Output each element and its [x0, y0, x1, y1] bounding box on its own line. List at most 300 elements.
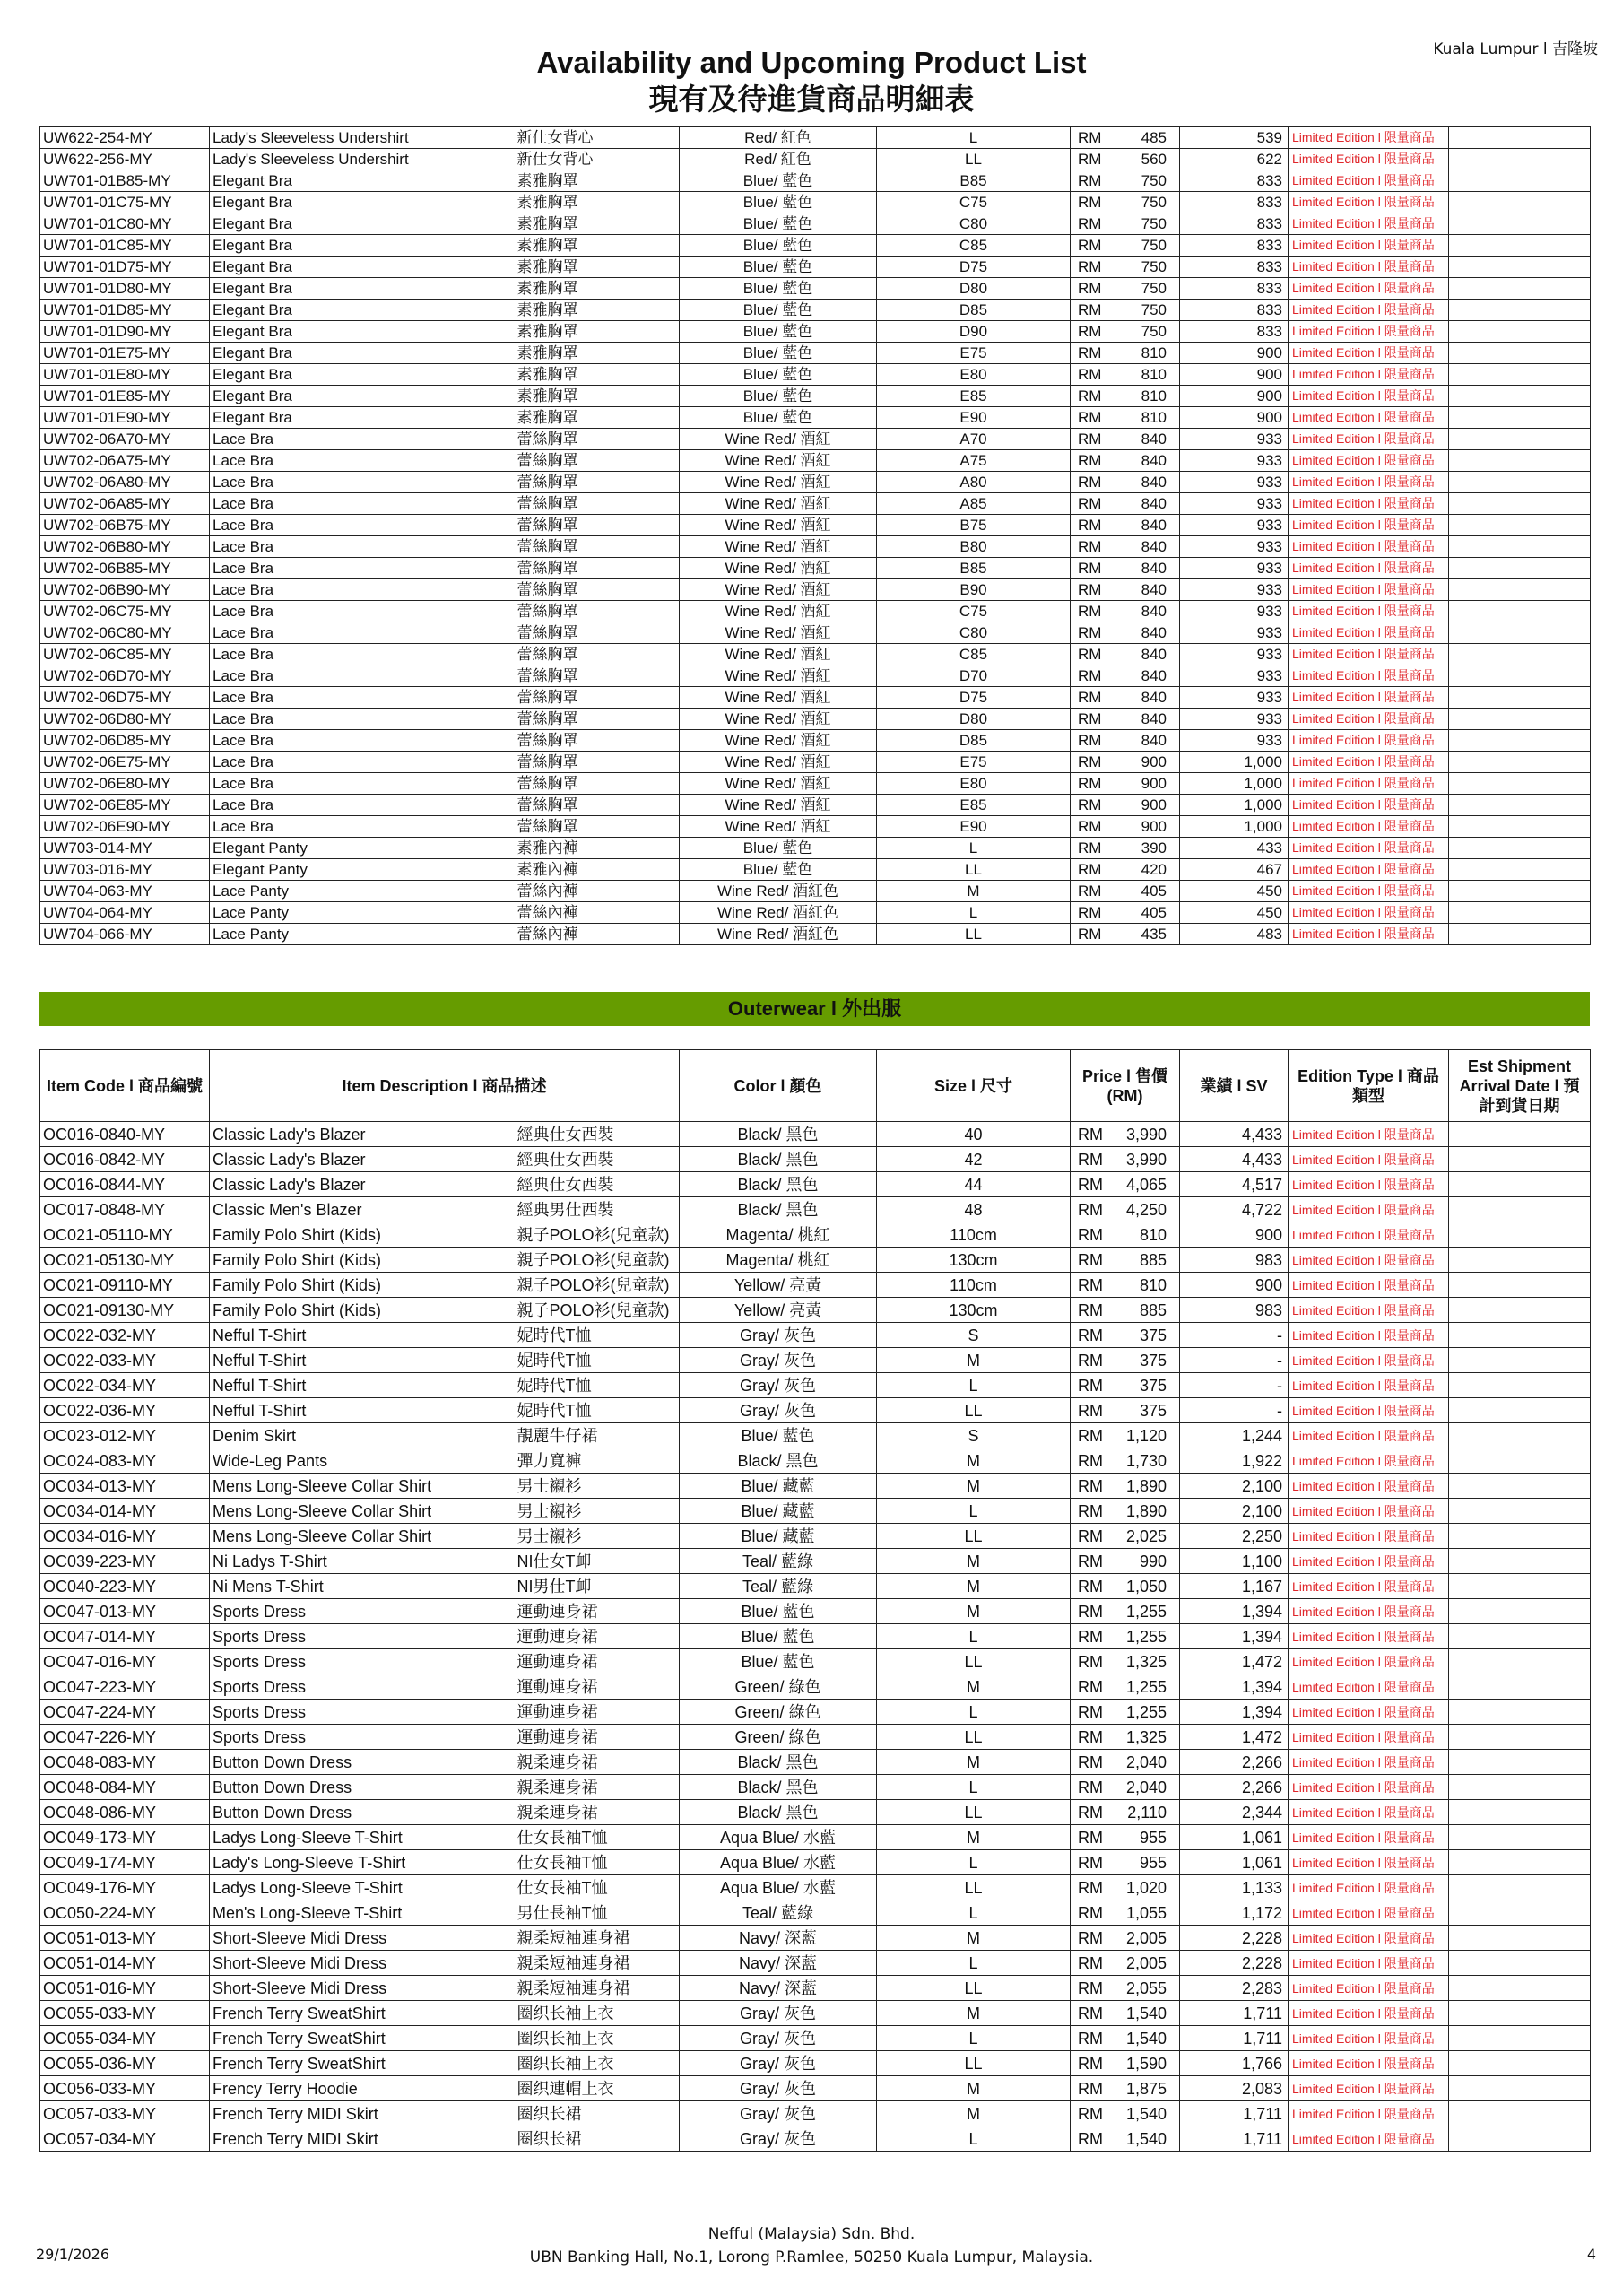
table-row [40, 149, 1591, 170]
cell-sv: 1,000 [1180, 816, 1289, 838]
cell-sv: 933 [1180, 515, 1289, 536]
cell-color: Wine Red/ 酒紅 [680, 730, 877, 752]
cell-item-code: OC051-013-MY [40, 1926, 210, 1951]
cell-description-zh: 經典仕女西裝 [515, 1147, 680, 1172]
cell-item-code: OC049-174-MY [40, 1850, 210, 1875]
cell-currency: RM [1071, 300, 1121, 321]
cell-size: LL [877, 1524, 1071, 1549]
cell-currency: RM [1071, 1147, 1121, 1172]
header-price: Price l 售價 (RM) [1071, 1050, 1180, 1122]
cell-price: 560 [1121, 149, 1180, 170]
cell-color: Black/ 黑色 [680, 1448, 877, 1474]
cell-item-code: UW622-256-MY [40, 149, 210, 170]
cell-edition-type: Limited Edition l 限量商品 [1289, 1448, 1449, 1474]
cell-sv: - [1180, 1348, 1289, 1373]
cell-edition-type: Limited Edition l 限量商品 [1289, 859, 1449, 881]
cell-description-en: Denim Skirt [210, 1423, 515, 1448]
cell-description-en: Mens Long-Sleeve Collar Shirt [210, 1499, 515, 1524]
cell-sv: 1,711 [1180, 2126, 1289, 2152]
cell-sv: 1,472 [1180, 1725, 1289, 1750]
cell-currency: RM [1071, 364, 1121, 386]
cell-shipment-date [1449, 1298, 1591, 1323]
undergarment-table-body [40, 127, 1591, 945]
cell-description-zh: 親子POLO衫(兒童款) [515, 1273, 680, 1298]
table-row [40, 343, 1591, 364]
cell-currency: RM [1071, 343, 1121, 364]
cell-item-code: OC039-223-MY [40, 1549, 210, 1574]
cell-color: Blue/ 藍色 [680, 213, 877, 235]
cell-color: Wine Red/ 酒紅色 [680, 924, 877, 945]
cell-shipment-date [1449, 450, 1591, 472]
cell-price: 2,040 [1121, 1775, 1180, 1800]
cell-item-code: UW702-06D75-MY [40, 687, 210, 709]
cell-item-code: OC047-223-MY [40, 1674, 210, 1700]
cell-description-en: Lace Bra [210, 665, 515, 687]
cell-color: Wine Red/ 酒紅色 [680, 902, 877, 924]
cell-price: 900 [1121, 752, 1180, 773]
cell-size: C80 [877, 213, 1071, 235]
cell-description-zh: 素雅胸罩 [515, 407, 680, 429]
cell-shipment-date [1449, 902, 1591, 924]
cell-description-zh: 圈织长袖上衣 [515, 2026, 680, 2051]
cell-shipment-date [1449, 1524, 1591, 1549]
cell-description-zh: 素雅內褲 [515, 838, 680, 859]
cell-edition-type: Limited Edition l 限量商品 [1289, 1298, 1449, 1323]
cell-description-zh: 親柔短袖連身裙 [515, 1926, 680, 1951]
table-row [40, 1875, 1591, 1900]
table-row [40, 2051, 1591, 2076]
cell-item-code: OC048-084-MY [40, 1775, 210, 1800]
cell-color: Green/ 綠色 [680, 1674, 877, 1700]
cell-color: Aqua Blue/ 水藍 [680, 1875, 877, 1900]
cell-size: L [877, 1499, 1071, 1524]
cell-price: 810 [1121, 407, 1180, 429]
table-row [40, 300, 1591, 321]
cell-currency: RM [1071, 1398, 1121, 1423]
cell-size: L [877, 1624, 1071, 1649]
cell-shipment-date [1449, 881, 1591, 902]
cell-currency: RM [1071, 257, 1121, 278]
cell-edition-type: Limited Edition l 限量商品 [1289, 300, 1449, 321]
cell-item-code: UW701-01B85-MY [40, 170, 210, 192]
cell-currency: RM [1071, 579, 1121, 601]
cell-description-en: Classic Lady's Blazer [210, 1147, 515, 1172]
cell-currency: RM [1071, 1725, 1121, 1750]
cell-currency: RM [1071, 1373, 1121, 1398]
table-row [40, 2076, 1591, 2101]
cell-size: M [877, 1474, 1071, 1499]
cell-currency: RM [1071, 1825, 1121, 1850]
table-row [40, 1524, 1591, 1549]
cell-edition-type: Limited Edition l 限量商品 [1289, 1549, 1449, 1574]
cell-color: Wine Red/ 酒紅 [680, 644, 877, 665]
cell-size: 40 [877, 1122, 1071, 1147]
cell-sv: 933 [1180, 579, 1289, 601]
cell-currency: RM [1071, 1850, 1121, 1875]
cell-price: 900 [1121, 773, 1180, 795]
cell-sv: 450 [1180, 902, 1289, 924]
footer-company: Nefful (Malaysia) Sdn. Bhd. [707, 2225, 916, 2243]
cell-sv: 450 [1180, 881, 1289, 902]
cell-description-en: Lace Bra [210, 816, 515, 838]
cell-description-zh: 素雅胸罩 [515, 235, 680, 257]
cell-description-zh: 蕾絲胸罩 [515, 816, 680, 838]
cell-description-zh: 蕾絲胸罩 [515, 429, 680, 450]
cell-description-zh: 素雅胸罩 [515, 278, 680, 300]
cell-sv: 1,711 [1180, 2001, 1289, 2026]
cell-sv: 1,244 [1180, 1423, 1289, 1448]
cell-item-code: OC055-034-MY [40, 2026, 210, 2051]
cell-size: M [877, 1599, 1071, 1624]
cell-price: 1,540 [1121, 2126, 1180, 2152]
cell-description-en: Sports Dress [210, 1624, 515, 1649]
cell-edition-type: Limited Edition l 限量商品 [1289, 386, 1449, 407]
cell-edition-type: Limited Edition l 限量商品 [1289, 752, 1449, 773]
cell-description-en: Lace Bra [210, 601, 515, 622]
cell-size: C80 [877, 622, 1071, 644]
cell-currency: RM [1071, 838, 1121, 859]
cell-currency: RM [1071, 1499, 1121, 1524]
cell-color: Gray/ 灰色 [680, 2026, 877, 2051]
table-row [40, 321, 1591, 343]
cell-size: M [877, 1448, 1071, 1474]
cell-item-code: OC055-036-MY [40, 2051, 210, 2076]
table-row [40, 644, 1591, 665]
cell-color: Wine Red/ 酒紅 [680, 816, 877, 838]
cell-description-zh: 運動連身裙 [515, 1649, 680, 1674]
cell-shipment-date [1449, 1448, 1591, 1474]
cell-size: M [877, 1674, 1071, 1700]
footer-date: 29/1/2026 [36, 2246, 110, 2263]
cell-color: Yellow/ 亮黃 [680, 1273, 877, 1298]
cell-description-zh: 素雅胸罩 [515, 386, 680, 407]
cell-color: Wine Red/ 酒紅色 [680, 881, 877, 902]
cell-description-zh: 運動連身裙 [515, 1725, 680, 1750]
cell-shipment-date [1449, 1222, 1591, 1248]
cell-currency: RM [1071, 1700, 1121, 1725]
cell-description-en: Classic Lady's Blazer [210, 1122, 515, 1147]
cell-description-zh: 男士襯衫 [515, 1524, 680, 1549]
cell-price: 840 [1121, 709, 1180, 730]
cell-color: Blue/ 藍色 [680, 278, 877, 300]
cell-description-en: Lace Bra [210, 515, 515, 536]
cell-description-zh: 蕾絲胸罩 [515, 472, 680, 493]
cell-description-zh: 妮時代T恤 [515, 1373, 680, 1398]
cell-description-en: Men's Long-Sleeve T-Shirt [210, 1900, 515, 1926]
cell-size: L [877, 1373, 1071, 1398]
cell-shipment-date [1449, 170, 1591, 192]
cell-shipment-date [1449, 1423, 1591, 1448]
cell-description-en: Sports Dress [210, 1700, 515, 1725]
cell-color: Black/ 黑色 [680, 1172, 877, 1197]
cell-size: M [877, 2001, 1071, 2026]
cell-description-en: Elegant Bra [210, 235, 515, 257]
cell-shipment-date [1449, 1273, 1591, 1298]
footer-address: UBN Banking Hall, No.1, Lorong P.Ramlee, 50250 Kuala Lumpur, Malaysia. [529, 2248, 1094, 2266]
cell-description-zh: 蕾絲胸罩 [515, 773, 680, 795]
cell-currency: RM [1071, 601, 1121, 622]
cell-sv: 933 [1180, 644, 1289, 665]
table-row [40, 859, 1591, 881]
cell-size: S [877, 1423, 1071, 1448]
cell-edition-type: Limited Edition l 限量商品 [1289, 278, 1449, 300]
cell-edition-type: Limited Edition l 限量商品 [1289, 1800, 1449, 1825]
cell-currency: RM [1071, 1524, 1121, 1549]
table-row [40, 429, 1591, 450]
cell-size: D90 [877, 321, 1071, 343]
cell-edition-type: Limited Edition l 限量商品 [1289, 2076, 1449, 2101]
cell-color: Navy/ 深藍 [680, 1976, 877, 2001]
cell-size: B80 [877, 536, 1071, 558]
cell-shipment-date [1449, 2076, 1591, 2101]
cell-description-en: Frency Terry Hoodie [210, 2076, 515, 2101]
cell-price: 2,005 [1121, 1951, 1180, 1976]
cell-color: Blue/ 藏藍 [680, 1499, 877, 1524]
cell-sv: 933 [1180, 536, 1289, 558]
cell-edition-type: Limited Edition l 限量商品 [1289, 1700, 1449, 1725]
cell-size: D80 [877, 709, 1071, 730]
cell-edition-type: Limited Edition l 限量商品 [1289, 1674, 1449, 1700]
table-row [40, 1800, 1591, 1825]
cell-item-code: OC022-036-MY [40, 1398, 210, 1423]
table-row [40, 1850, 1591, 1875]
cell-color: Yellow/ 亮黃 [680, 1298, 877, 1323]
cell-color: Wine Red/ 酒紅 [680, 515, 877, 536]
cell-sv: 933 [1180, 558, 1289, 579]
table-row [40, 687, 1591, 709]
table-row [40, 1599, 1591, 1624]
cell-item-code: UW701-01D90-MY [40, 321, 210, 343]
cell-item-code: UW702-06A80-MY [40, 472, 210, 493]
cell-item-code: OC051-014-MY [40, 1951, 210, 1976]
cell-sv: 933 [1180, 730, 1289, 752]
cell-size: D85 [877, 730, 1071, 752]
cell-description-zh: 親柔連身裙 [515, 1750, 680, 1775]
cell-item-code: OC016-0842-MY [40, 1147, 210, 1172]
cell-description-en: French Terry SweatShirt [210, 2001, 515, 2026]
cell-color: Red/ 紅色 [680, 127, 877, 149]
cell-item-code: UW702-06B75-MY [40, 515, 210, 536]
table-row [40, 1900, 1591, 1926]
cell-description-zh: 蕾絲胸罩 [515, 795, 680, 816]
cell-edition-type: Limited Edition l 限量商品 [1289, 558, 1449, 579]
cell-color: Black/ 黑色 [680, 1775, 877, 1800]
cell-color: Green/ 綠色 [680, 1700, 877, 1725]
cell-sv: 983 [1180, 1298, 1289, 1323]
cell-shipment-date [1449, 1649, 1591, 1674]
cell-size: B85 [877, 558, 1071, 579]
cell-description-en: Lace Bra [210, 773, 515, 795]
table-row [40, 1298, 1591, 1323]
cell-item-code: OC016-0844-MY [40, 1172, 210, 1197]
cell-size: LL [877, 1649, 1071, 1674]
cell-description-zh: 圈织长袖上衣 [515, 2051, 680, 2076]
table-row [40, 213, 1591, 235]
cell-description-zh: 素雅胸罩 [515, 213, 680, 235]
cell-sv: 2,083 [1180, 2076, 1289, 2101]
cell-description-en: Nefful T-Shirt [210, 1323, 515, 1348]
cell-size: C75 [877, 601, 1071, 622]
cell-description-en: Lace Bra [210, 536, 515, 558]
cell-price: 1,590 [1121, 2051, 1180, 2076]
cell-description-zh: 素雅胸罩 [515, 321, 680, 343]
cell-edition-type: Limited Edition l 限量商品 [1289, 472, 1449, 493]
cell-color: Wine Red/ 酒紅 [680, 429, 877, 450]
cell-price: 2,025 [1121, 1524, 1180, 1549]
cell-item-code: UW702-06D85-MY [40, 730, 210, 752]
cell-item-code: OC048-083-MY [40, 1750, 210, 1775]
cell-currency: RM [1071, 1951, 1121, 1976]
cell-item-code: UW702-06A85-MY [40, 493, 210, 515]
cell-price: 405 [1121, 881, 1180, 902]
cell-item-code: OC047-013-MY [40, 1599, 210, 1624]
cell-edition-type: Limited Edition l 限量商品 [1289, 1222, 1449, 1248]
cell-shipment-date [1449, 386, 1591, 407]
cell-currency: RM [1071, 1273, 1121, 1298]
cell-description-en: Ni Mens T-Shirt [210, 1574, 515, 1599]
cell-item-code: OC047-226-MY [40, 1725, 210, 1750]
cell-price: 1,540 [1121, 2026, 1180, 2051]
cell-price: 435 [1121, 924, 1180, 945]
cell-item-code: UW704-063-MY [40, 881, 210, 902]
cell-description-en: Button Down Dress [210, 1800, 515, 1825]
cell-currency: RM [1071, 1574, 1121, 1599]
table-row [40, 515, 1591, 536]
cell-color: Wine Red/ 酒紅 [680, 558, 877, 579]
cell-sv: 1,394 [1180, 1674, 1289, 1700]
cell-description-en: Elegant Panty [210, 838, 515, 859]
cell-sv: 900 [1180, 343, 1289, 364]
cell-price: 1,325 [1121, 1649, 1180, 1674]
cell-color: Blue/ 藍色 [680, 170, 877, 192]
cell-price: 1,325 [1121, 1725, 1180, 1750]
cell-color: Black/ 黑色 [680, 1197, 877, 1222]
cell-description-en: Lace Bra [210, 687, 515, 709]
table-row [40, 1323, 1591, 1348]
cell-sv: 900 [1180, 1222, 1289, 1248]
cell-edition-type: Limited Edition l 限量商品 [1289, 816, 1449, 838]
cell-description-zh: 靚麗牛仔裙 [515, 1423, 680, 1448]
table-row [40, 622, 1591, 644]
cell-size: 110cm [877, 1273, 1071, 1298]
cell-description-zh: 素雅內褲 [515, 859, 680, 881]
cell-sv: 2,266 [1180, 1775, 1289, 1800]
cell-size: 48 [877, 1197, 1071, 1222]
cell-edition-type: Limited Edition l 限量商品 [1289, 1900, 1449, 1926]
cell-item-code: OC057-034-MY [40, 2126, 210, 2152]
cell-description-en: Elegant Bra [210, 170, 515, 192]
cell-item-code: UW703-016-MY [40, 859, 210, 881]
cell-currency: RM [1071, 1875, 1121, 1900]
cell-item-code: OC021-05110-MY [40, 1222, 210, 1248]
cell-item-code: UW701-01C85-MY [40, 235, 210, 257]
cell-price: 2,005 [1121, 1926, 1180, 1951]
table-row [40, 170, 1591, 192]
cell-color: Aqua Blue/ 水藍 [680, 1825, 877, 1850]
cell-description-en: Elegant Bra [210, 321, 515, 343]
cell-description-zh: 蕾絲胸罩 [515, 752, 680, 773]
cell-description-zh: 蕾絲胸罩 [515, 644, 680, 665]
cell-description-en: Elegant Bra [210, 257, 515, 278]
cell-description-zh: 蕾絲內褲 [515, 881, 680, 902]
cell-description-en: Elegant Bra [210, 300, 515, 321]
cell-item-code: OC049-173-MY [40, 1825, 210, 1850]
cell-size: M [877, 1926, 1071, 1951]
cell-price: 1,540 [1121, 2101, 1180, 2126]
cell-description-en: Lace Bra [210, 472, 515, 493]
cell-item-code: OC024-083-MY [40, 1448, 210, 1474]
cell-edition-type: Limited Edition l 限量商品 [1289, 127, 1449, 149]
cell-shipment-date [1449, 2026, 1591, 2051]
table-row [40, 192, 1591, 213]
cell-size: LL [877, 1398, 1071, 1423]
cell-size: L [877, 1700, 1071, 1725]
cell-shipment-date [1449, 536, 1591, 558]
cell-shipment-date [1449, 1323, 1591, 1348]
cell-description-zh: 親柔連身裙 [515, 1800, 680, 1825]
cell-currency: RM [1071, 1348, 1121, 1373]
cell-currency: RM [1071, 192, 1121, 213]
cell-size: M [877, 1825, 1071, 1850]
cell-item-code: UW701-01E80-MY [40, 364, 210, 386]
cell-sv: 2,100 [1180, 1474, 1289, 1499]
cell-sv: 833 [1180, 321, 1289, 343]
cell-size: 130cm [877, 1298, 1071, 1323]
table-row [40, 881, 1591, 902]
cell-price: 390 [1121, 838, 1180, 859]
cell-currency: RM [1071, 1122, 1121, 1147]
cell-currency: RM [1071, 386, 1121, 407]
cell-price: 840 [1121, 601, 1180, 622]
cell-size: LL [877, 1800, 1071, 1825]
cell-edition-type: Limited Edition l 限量商品 [1289, 1825, 1449, 1850]
cell-price: 840 [1121, 644, 1180, 665]
table-row [40, 1549, 1591, 1574]
cell-edition-type: Limited Edition l 限量商品 [1289, 2126, 1449, 2152]
cell-size: A70 [877, 429, 1071, 450]
cell-edition-type: Limited Edition l 限量商品 [1289, 407, 1449, 429]
cell-description-zh: 妮時代T恤 [515, 1348, 680, 1373]
cell-sv: - [1180, 1398, 1289, 1423]
cell-edition-type: Limited Edition l 限量商品 [1289, 429, 1449, 450]
table-row [40, 601, 1591, 622]
table-row [40, 364, 1591, 386]
cell-sv: 1,000 [1180, 752, 1289, 773]
cell-currency: RM [1071, 902, 1121, 924]
cell-price: 840 [1121, 730, 1180, 752]
cell-price: 3,990 [1121, 1122, 1180, 1147]
cell-price: 840 [1121, 665, 1180, 687]
cell-price: 750 [1121, 213, 1180, 235]
cell-description-en: French Terry MIDI Skirt [210, 2101, 515, 2126]
cell-sv: 4,722 [1180, 1197, 1289, 1222]
cell-item-code: UW702-06E90-MY [40, 816, 210, 838]
cell-description-en: Classic Men's Blazer [210, 1197, 515, 1222]
cell-size: M [877, 1549, 1071, 1574]
cell-size: L [877, 1850, 1071, 1875]
cell-sv: 900 [1180, 407, 1289, 429]
cell-item-code: OC049-176-MY [40, 1875, 210, 1900]
cell-color: Blue/ 藍色 [680, 364, 877, 386]
cell-size: 42 [877, 1147, 1071, 1172]
table-row [40, 1951, 1591, 1976]
cell-currency: RM [1071, 1900, 1121, 1926]
cell-description-en: Elegant Bra [210, 386, 515, 407]
cell-description-en: Lace Bra [210, 450, 515, 472]
cell-currency: RM [1071, 687, 1121, 709]
cell-shipment-date [1449, 257, 1591, 278]
cell-item-code: OC017-0848-MY [40, 1197, 210, 1222]
